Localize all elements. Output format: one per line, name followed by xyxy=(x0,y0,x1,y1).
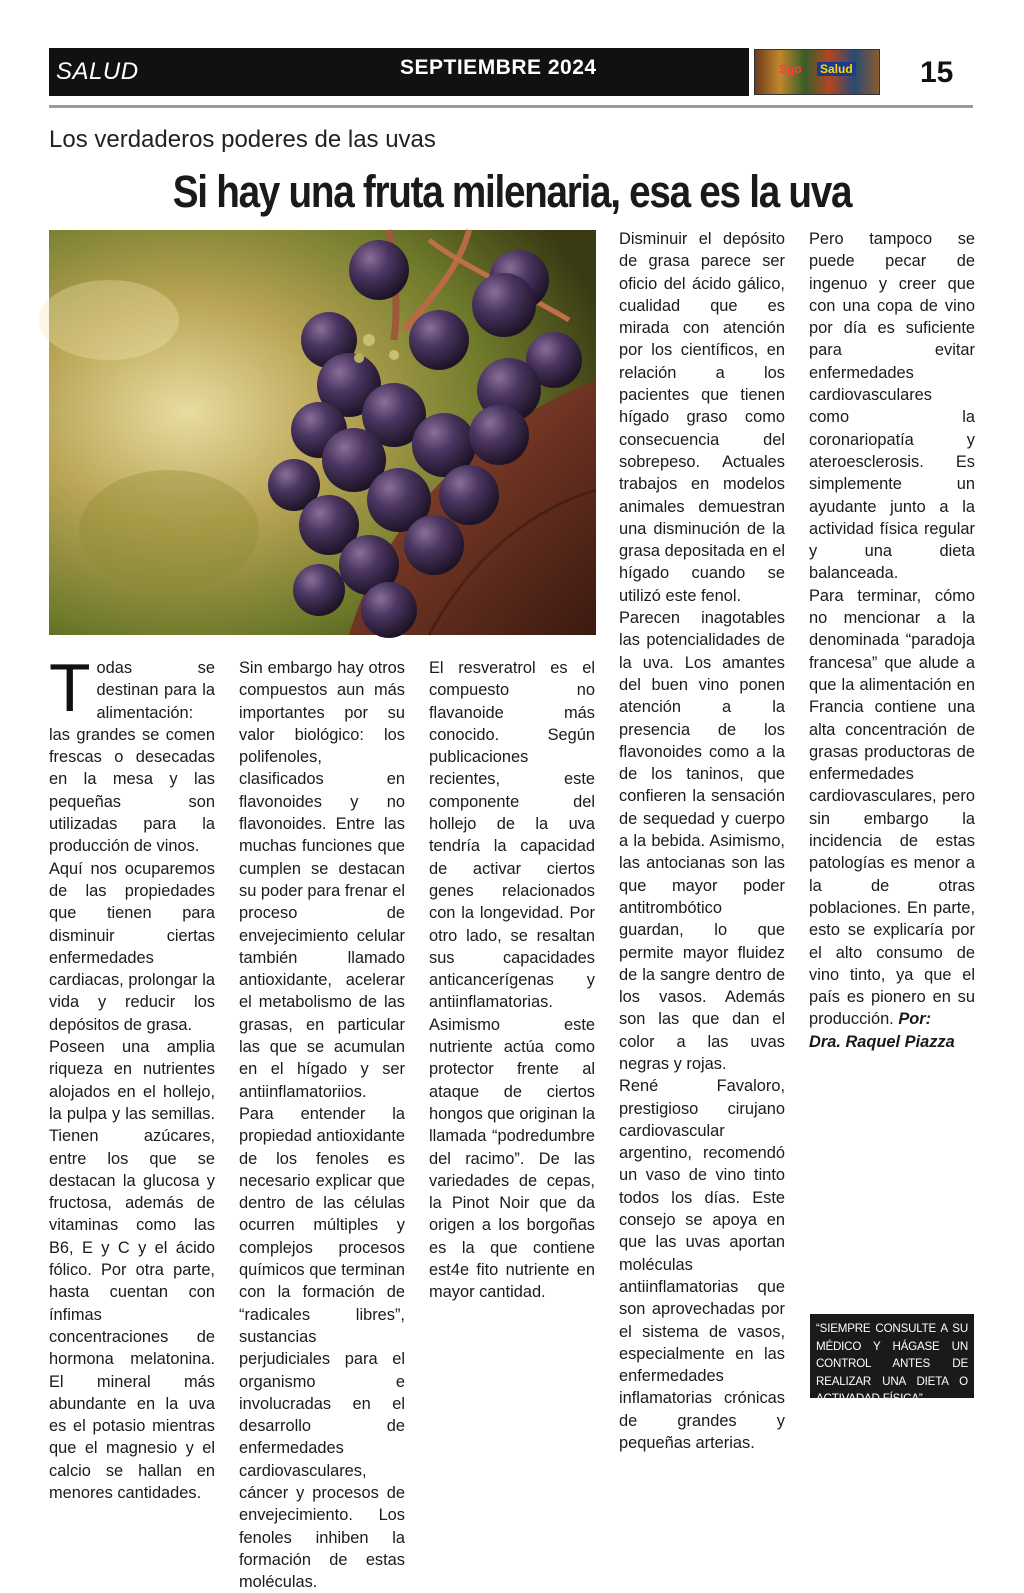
paragraph: René Favaloro, prestigioso cirujano cardiovascular argentino, recomendó un vaso de vino tinto todos los días. Este consejo se apoya en que las uvas aportan moléculas antiinflamatorias que son aprovechadas por el sistema de vasos, especialmente en las enfermedades inflamatorias crónicas de grandes y pequeñas arterias. xyxy=(619,1077,785,1453)
issue-date: SEPTIEMBRE 2024 xyxy=(400,56,597,79)
paragraph: Poseen una amplia riqueza en nutrientes alojados en el hollejo, la pulpa y las semillas. Tienen azúcares, entre los que se destacan la glucosa y fructosa, además de vitaminas como las B6, E y C y el ácido fólico. Por otra parte, hasta cuentan con ínfimas concentraciones de hormona melatonina. El mineral más abundante en la uva es el potasio mientras que el magnesio y el calcio se hallan en menores cantidades. xyxy=(49,1038,215,1502)
article-column-2 xyxy=(239,657,405,1593)
publication-logo xyxy=(754,49,880,95)
health-notice-box: “SIEMPRE CONSULTE A SU MÉDICO Y HÁGASE UN CONTROL ANTES DE REALIZAR UNA DIETA O ACTIVADAD FÍSICA” xyxy=(810,1314,974,1398)
article-column-5 xyxy=(809,228,975,1053)
paragraph xyxy=(809,585,975,1053)
article-column-1 xyxy=(49,650,215,1504)
article-column-4 xyxy=(619,228,785,1454)
article-column-3 xyxy=(429,657,595,1304)
paragraph: El resveratrol es el compuesto no flavanoide más conocido. Según publicaciones recientes, este componente del hollejo de la uva tendría la capacidad de activar ciertos genes relacionados con la longevidad. Por otro lado, se resaltan sus capacidades anticancerígenas y antiinflamatorias. xyxy=(429,659,595,1012)
paragraph: Aquí nos ocuparemos de las propiedades que tienen para disminuir ciertas enfermedades cardiacas, prolongar la vida y reducir los depósitos de grasa. xyxy=(49,859,215,1034)
drop-cap: T xyxy=(49,650,91,726)
paragraph: Para entender la propiedad antioxidante de los fenoles es necesario explicar que dentro de las células ocurren múltiples y complejos procesos químicos que terminan con la formación de “radicales libres”, sustancias perjudiciales para el organismo e involucradas en el desarrollo de enfermedades cardiovasculares, cáncer y procesos de envejecimiento. Los fenoles inhiben la formación de estas moléculas. xyxy=(239,1104,405,1592)
grapes-photo xyxy=(49,230,596,635)
paragraph-text: Para terminar, cómo no mencionar a la denominada “paradoja francesa” que alude a que la alimentación en Francia contiene una alta concentración de grasas productoras de enfermedades cardiovasculares, pero sin embargo la incidencia de estas patologías es menor a la de otras poblaciones. En parte, esto se explicaría por el alto consumo de vino tinto, ya que el país es pionero en su producción. xyxy=(809,586,975,1029)
page-number: 15 xyxy=(920,56,954,89)
article-headline: Si hay una fruta milenaria, esa es la uva xyxy=(172,166,852,217)
article-kicker: Los verdaderos poderes de las uvas xyxy=(49,126,436,153)
paragraph-text: odas se destinan para la alimentación: las grandes se comen frescas o desecadas en la mesa y las pequeñas son utilizadas para la producción de vinos. xyxy=(49,659,215,856)
paragraph: Asimismo este nutriente actúa como protector frente al ataque de ciertos hongos que originan la llamada “podredumbre del racimo”. De las variedades de cepas, la Pinot Noir que da origen a los borgoñas es la que contiene est4e fito nutriente en mayor cantidad. xyxy=(429,1015,595,1302)
paragraph: Pero tampoco se puede pecar de ingenuo y creer que con una copa de vino por día es suficiente para evitar enfermedades cardiovasculares como la coronariopatía y ateroesclerosis. Es simplemente un ayudante junto a la actividad física regular y una dieta balanceada. xyxy=(809,230,975,583)
header-rule xyxy=(49,105,973,108)
paragraph: Disminuir el depósito de grasa parece ser oficio del ácido gálico, cualidad que es mirada con atención por los científicos, en relación a los pacientes que tienen hígado graso como consecuencia del sobrepeso. Actuales trabajos en modelos animales demuestran una disminución de la grasa depositada en el hígado cuando se utilizó este fenol. xyxy=(619,230,785,605)
author-name: Dra. Raquel Piazza xyxy=(809,1032,955,1051)
section-label: SALUD xyxy=(56,58,139,85)
paragraph: Sin embargo hay otros compuestos aun más importantes por su valor biológico: los polifenoles, clasificados en flavonoides y no flavonoides. Entre las muchas funciones que cumplen se destacan su poder para frenar el proceso de envejecimiento celular también llamado antioxidante, acelerar el metabolismo de las grasas, en particular las que se acumulan en el hígado y ser antiinflamatoriios. xyxy=(239,659,405,1101)
author-label: Por: xyxy=(898,1010,932,1029)
logo-text-sgo: Sgo xyxy=(779,62,802,76)
logo-text-salud: Salud xyxy=(817,62,856,76)
paragraph xyxy=(49,650,215,858)
header-bar xyxy=(49,48,749,96)
grapes-illustration xyxy=(49,230,596,635)
paragraph: Parecen inagotables las potencialidades de la uva. Los amantes del buen vino ponen atención a la presencia de los flavonoides como a la de los taninos, que confieren la sensación de sequedad y cuerpo a la bebida. Asimismo, las antocianas son las que mayor poder antitrombótico guardan, lo que permite mayor fluidez de la sangre dentro de los vasos. Además son las que dan el color a las uvas negras y rojas. xyxy=(619,609,785,1073)
